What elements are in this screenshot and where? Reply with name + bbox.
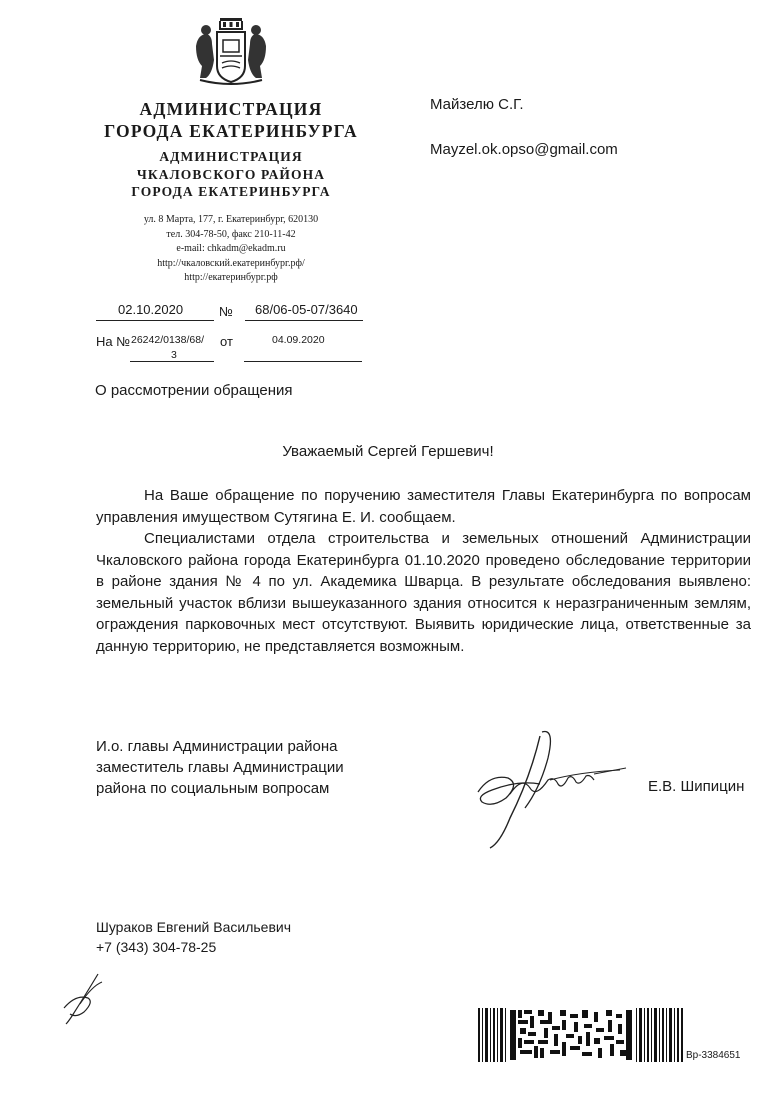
reply-number-line1: 26242/0138/68/ (131, 334, 204, 346)
signatory-position (96, 736, 344, 799)
phone-fax: тел. 304-78-50, факс 210-11-42 (166, 228, 296, 240)
reply-date-line (244, 361, 362, 362)
suborg-name-line1: АДМИНИСТРАЦИЯ (159, 149, 303, 164)
org-name (96, 98, 366, 142)
handwritten-signature (470, 718, 640, 858)
executor-name: Шураков Евгений Васильевич (96, 919, 292, 935)
suborg-name-line2: ЧКАЛОВСКОГО РАЙОНА (136, 166, 326, 182)
coat-of-arms-icon (192, 16, 270, 86)
reply-number-line (130, 361, 214, 362)
outgoing-date-line (96, 320, 214, 321)
reply-date: 04.09.2020 (272, 334, 325, 346)
reply-label: На № (96, 334, 131, 349)
number-label: № (219, 304, 233, 319)
contacts-block (96, 213, 366, 286)
body-paragraph: Специалистами отдела строительства и земельных отношений Администрации Чкаловского района города Екатеринбурга 01.10.2020 проведено обследование территории в районе здания № 4 по ул. Академика Шварца. В результате обследования выявлено: земельный участок вблизи вышеуказанного здания относится к неразграниченным землям, ограждения парковочных мест отсутствуют. Выявить юридические лица, ответственные за данную территорию, не представляется возможным. (96, 530, 751, 655)
outgoing-number-line (245, 320, 363, 321)
suborg-name (96, 148, 366, 201)
from-label: от (220, 334, 233, 349)
addressee-name: Майзелю С.Г. (430, 96, 524, 113)
letter-subject: О рассмотрении обращения (95, 382, 293, 399)
position-line1: И.о. главы Администрации района (96, 738, 338, 755)
letter-body (96, 485, 751, 657)
org-email: e-mail: chkadm@ekadm.ru (176, 243, 286, 254)
outgoing-date: 02.10.2020 (118, 302, 184, 317)
salutation: Уважаемый Сергей Гершевич! (282, 443, 494, 460)
org-name-line2: ГОРОДА ЕКАТЕРИНБУРГА (104, 121, 358, 141)
signatory-name: Е.В. Шипицин (648, 778, 745, 795)
address: ул. 8 Марта, 177, г. Екатеринбург, 620130 (143, 214, 319, 225)
executor-phone: +7 (343) 304-78-25 (96, 939, 217, 955)
website-city: http://екатеринбург.рф (184, 272, 278, 283)
addressee-email: Mayzel.ok.opso@gmail.com (430, 141, 618, 158)
org-name-line1: АДМИНИСТРАЦИЯ (139, 99, 323, 119)
registration-code: Вр-3384651 (686, 1050, 741, 1061)
executor-block (96, 917, 291, 957)
position-line3: района по социальным вопросам (96, 780, 330, 797)
website-district: http://чкаловский.екатеринбург.рф/ (157, 257, 305, 269)
position-line2: заместитель главы Администрации (96, 759, 344, 776)
reply-number-line2: 3 (171, 349, 177, 361)
barcode-icon (478, 1006, 684, 1064)
suborg-name-line3: ГОРОДА ЕКАТЕРИНБУРГА (131, 184, 331, 199)
outgoing-number: 68/06-05-07/3640 (255, 302, 358, 317)
body-paragraph: На Ваше обращение по поручению заместителя Главы Екатеринбурга по вопросам управления имуществом Сутягина Е. И. сообщаем. (96, 487, 751, 526)
initials-mark (58, 968, 118, 1028)
